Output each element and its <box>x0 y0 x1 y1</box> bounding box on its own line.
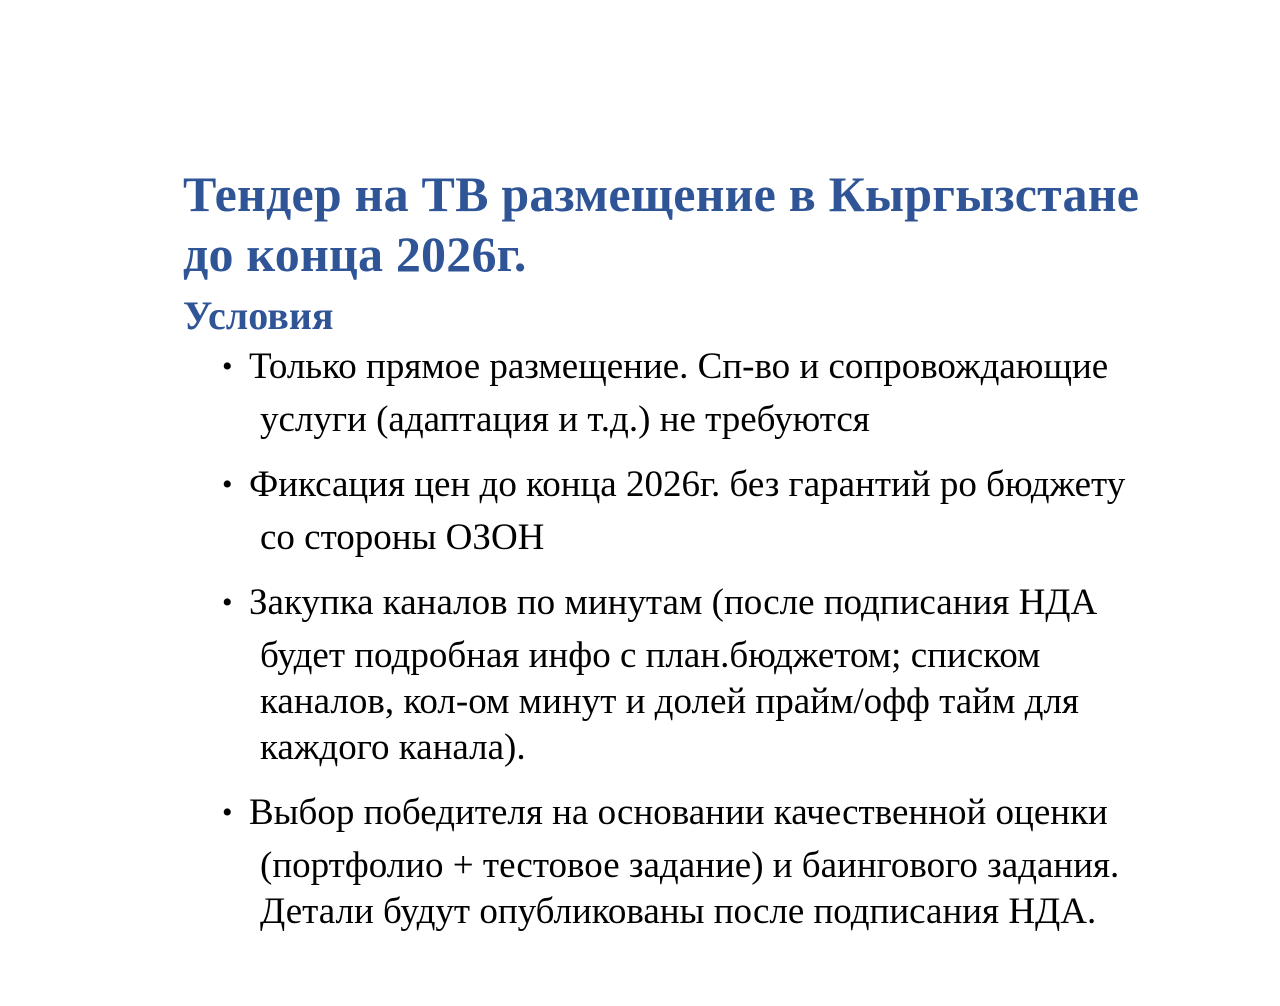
list-item-direct-placement <box>222 342 1232 443</box>
conditions-list <box>222 342 1232 935</box>
bullet-icon: • <box>222 468 233 501</box>
list-item-line: услуги (адаптация и т.д.) не требуются <box>260 399 870 440</box>
list-item-channel-purchase <box>222 578 1232 771</box>
list-item-price-fixation <box>222 460 1232 561</box>
list-item-line: Фиксация цен до конца 2026г. без гарантий ро бюджету <box>249 464 1126 505</box>
list-item-line: (портфолио + тестовое задание) и баингового задания. <box>260 845 1120 886</box>
title-line-2: до конца 2026г. <box>183 226 527 282</box>
section-heading-conditions: Условия <box>183 293 334 338</box>
bullet-icon: • <box>222 796 233 829</box>
list-item-line: со стороны ОЗОН <box>260 517 545 558</box>
list-item-line: Выбор победителя на основании качественной оценки <box>249 792 1108 833</box>
bullet-icon: • <box>222 350 233 383</box>
page-title <box>183 164 1139 284</box>
title-line-1: Тендер на ТВ размещение в Кыргызстане <box>183 166 1140 222</box>
list-item-line: будет подробная инфо с план.бюджетом; списком <box>260 635 1041 676</box>
list-item-line: Закупка каналов по минутам (после подписания НДА <box>249 582 1098 623</box>
list-item-line: Детали будут опубликованы после подписания НДА. <box>260 891 1097 932</box>
list-item-line: каналов, кол-ом минут и долей прайм/офф тайм для <box>260 681 1079 722</box>
list-item-line: каждого канала). <box>260 727 526 768</box>
list-item-line: Только прямое размещение. Сп-во и сопровождающие <box>249 346 1109 387</box>
bullet-icon: • <box>222 586 233 619</box>
list-item-winner-selection <box>222 788 1232 935</box>
